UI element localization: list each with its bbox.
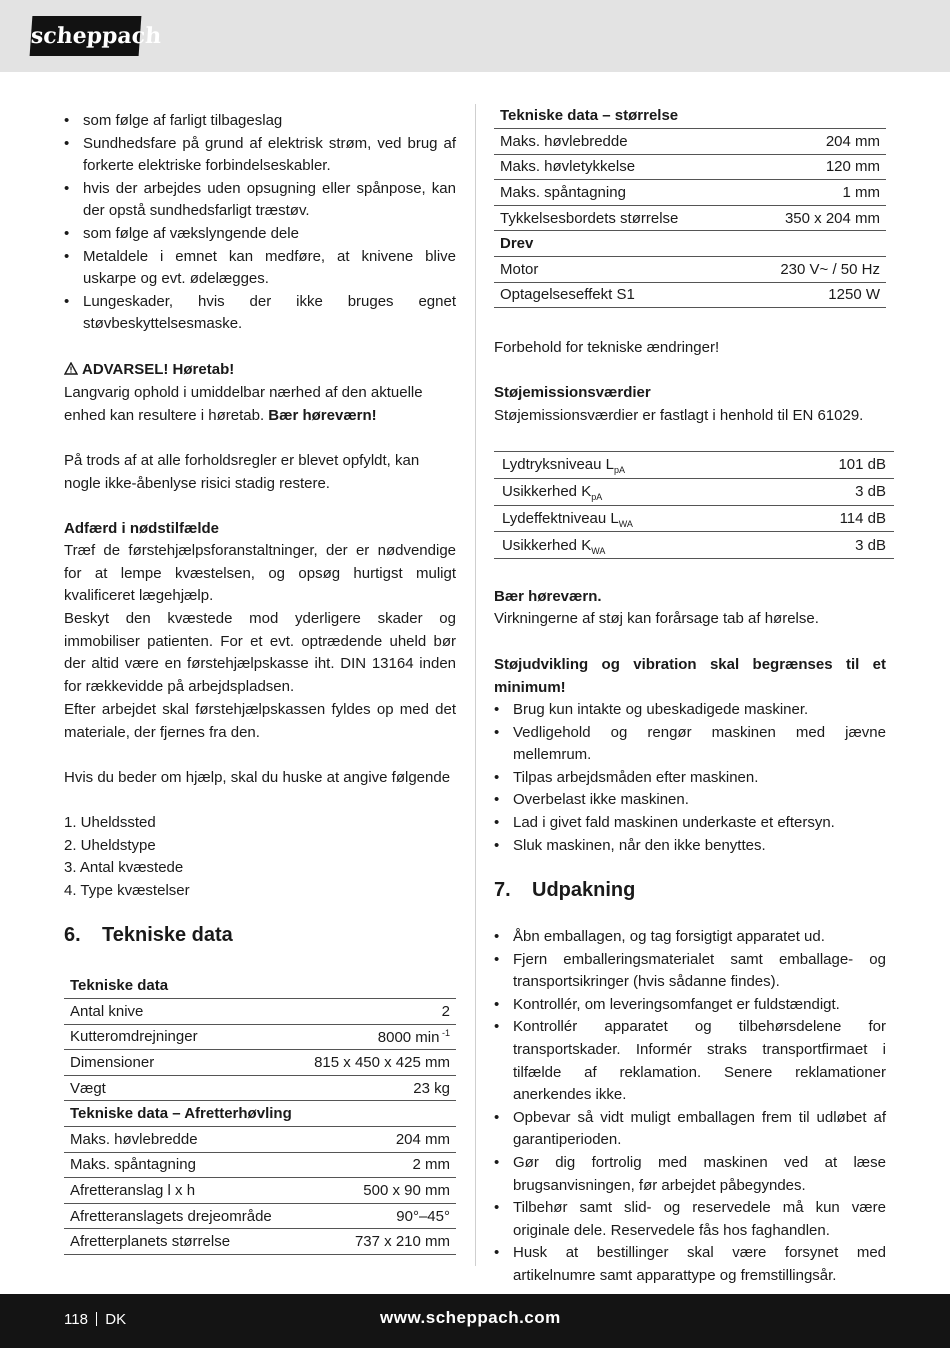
list-item-text: Metaldele i emnet kan medføre, at knivene blive uskarpe og evt. ødelægges. — [83, 247, 456, 288]
row-value: 737 x 210 mm — [304, 1229, 456, 1255]
row-label: Lydeffektniveau $L_{WA}$ — [494, 505, 773, 532]
list-item-text: Tilbehør samt slid- og reservedele må kun være originale dele. Reservedele fås hos faghandlen. — [513, 1199, 886, 1239]
hearing-text: Virkningerne af støj kan forårsage tab af hørelse. — [494, 610, 819, 627]
row-label: Afretterplanets størrelse — [64, 1229, 304, 1255]
bullet-icon: • — [494, 836, 500, 854]
bullet-icon: • — [494, 1199, 500, 1217]
bullet-icon: • — [64, 292, 70, 310]
table-row — [64, 1127, 456, 1153]
list-item — [64, 246, 456, 291]
row-value: 815 x 450 x 425 mm — [304, 1050, 456, 1076]
list-item — [64, 178, 456, 223]
list-item — [494, 835, 886, 858]
row-value: 230 V~ / 50 Hz — [741, 257, 886, 283]
list-item — [494, 1107, 886, 1152]
residual-risk-text: På trods af at alle forholdsregler er blevet opfyldt, kan nogle ikke-åbenlyse risici stadig restere. — [64, 452, 420, 492]
row-label: Usikkerhed $K_{WA}$ — [494, 532, 773, 559]
header-bar — [0, 0, 950, 72]
list-item — [494, 812, 886, 835]
row-value — [304, 973, 456, 999]
table-row — [64, 999, 456, 1025]
help-list-item: 2. Uheldstype — [64, 836, 156, 854]
warning-title: ADVARSEL! Høretab! — [64, 359, 456, 382]
website-url: www.scheppach.com — [380, 1308, 561, 1327]
row-value: 8000 min $^{-1}$ — [304, 1024, 456, 1050]
list-item-text: som følge af farligt tilbageslag — [83, 112, 283, 129]
footer-bar — [0, 1294, 950, 1348]
list-item-text: Kontrollér, om leveringsomfanget er fuldstændigt. — [513, 995, 840, 1013]
list-item-text: Kontrollér apparatet og tilbehørsdelene for transportskader. Informér straks transportfirmaet i tilfælde af reklamation. Senere reklamationer anerkendes ikke. — [513, 1018, 886, 1104]
list-item — [494, 767, 886, 790]
list-item-text: Gør dig fortrolig med maskinen ved at læse brugsanvisningen, før arbejdet påbegyndes. — [513, 1153, 886, 1194]
row-label: Optagelseseffekt S1 — [494, 282, 741, 308]
unpacking-list — [494, 926, 886, 1288]
table-section-header — [64, 1101, 456, 1127]
table-row — [64, 1024, 456, 1050]
row-label: Maks. spåntagning — [64, 1152, 304, 1178]
tech-data-table — [64, 973, 456, 1255]
row-value: 1 mm — [741, 180, 886, 206]
bullet-icon: • — [494, 701, 500, 718]
bullet-icon: • — [494, 1244, 500, 1262]
emergency-paragraph-2: Beskyt den kvæstede mod yderligere skader og immobiliser patienten. For et evt. optrædende uheld bør der altid være en førstehjælpskasse iht. DIN 13164 inden for rækkevidde på arbejdspladsen. — [64, 610, 456, 695]
warning-text: Langvarig ophold i umiddelbar nærhed af den aktuelle enhed kan resultere i høretab. Bær høreværn! — [64, 384, 423, 424]
bullet-icon: • — [494, 791, 500, 809]
vibration-list — [494, 699, 886, 857]
list-item-text: Overbelast ikke maskinen. — [513, 791, 689, 809]
list-item — [494, 722, 886, 767]
reservation-note: Forbehold for tekniske ændringer! — [494, 339, 720, 356]
table-row — [494, 532, 894, 559]
list-item-text: Åbn emballagen, og tag forsigtigt apparatet ud. — [513, 928, 825, 945]
emergency-paragraph-1: Træf de førstehjælpsforanstaltninger, der er nødvendige for at lempe kvæstelsen, og opsøg hurtigst muligt kvalificeret lægehjælp. — [64, 542, 456, 605]
row-label: Antal knive — [64, 999, 304, 1025]
row-label: Tekniske data — [64, 973, 304, 999]
list-item — [494, 789, 886, 812]
row-label: Tykkelsesbordets størrelse — [494, 205, 741, 231]
table-row — [494, 478, 894, 505]
list-item-text: Lad i givet fald maskinen underkaste et eftersyn. — [513, 813, 835, 831]
list-item-text: hvis der arbejdes uden opsugning eller spånpose, kan der opstå sundhedsfarligt træstøv. — [83, 179, 456, 220]
page-number: 118 DK — [64, 1311, 127, 1328]
noise-values-table — [494, 451, 894, 559]
list-item-text: Brug kun intakte og ubeskadigede maskiner. — [513, 701, 809, 718]
row-value: 90°–45° — [304, 1203, 456, 1229]
row-label: Afretteranslagets drejeområde — [64, 1203, 304, 1229]
row-label: Maks. spåntagning — [494, 180, 741, 206]
list-item-text: Lungeskader, hvis der ikke bruges egnet støvbeskyttelsesmaske. — [83, 292, 456, 333]
list-item-text: Fjern emballeringsmaterialet samt emballage- og transportsikringer (hvis sådanne findes). — [513, 950, 886, 991]
row-value: 23 kg — [304, 1075, 456, 1101]
row-value: 2 — [304, 999, 456, 1025]
row-label: Maks. høvlebredde — [494, 129, 741, 155]
row-label: Kutteromdrejninger — [64, 1024, 304, 1050]
bullet-icon: • — [494, 950, 500, 968]
row-label: Vægt — [64, 1075, 304, 1101]
column-divider — [475, 104, 476, 1266]
bullet-icon: • — [494, 1108, 500, 1126]
row-value: 3 dB — [773, 532, 894, 559]
list-item — [494, 926, 886, 949]
list-item — [64, 133, 456, 178]
list-item — [494, 1016, 886, 1106]
section-7-heading: 7. Udpakning — [494, 879, 636, 901]
table-row — [494, 282, 886, 308]
section-6-heading: 6. Tekniske data — [64, 924, 233, 946]
emergency-paragraph-3: Efter arbejdet skal førstehjælpskassen fyldes op med det materiale, der fjernes fra den. — [64, 701, 456, 741]
table-section-header — [64, 973, 456, 999]
row-value — [304, 1101, 456, 1127]
list-item-text: Tilpas arbejdsmåden efter maskinen. — [513, 768, 759, 786]
table-row — [64, 1203, 456, 1229]
list-item — [494, 1242, 886, 1287]
list-item — [494, 949, 886, 994]
row-value: 120 mm — [741, 154, 886, 180]
hearing-title: Bær høreværn. — [494, 588, 602, 605]
table-row — [494, 505, 894, 532]
table-row — [494, 205, 886, 231]
bullet-icon: • — [494, 813, 500, 831]
row-label: Maks. høvlebredde — [64, 1127, 304, 1153]
table-row — [494, 129, 886, 155]
row-label: Maks. høvletykkelse — [494, 154, 741, 180]
help-list — [64, 812, 456, 902]
row-value: 500 x 90 mm — [304, 1178, 456, 1204]
table-row — [64, 1178, 456, 1204]
table-section-header — [494, 231, 886, 257]
bullet-icon: • — [494, 1153, 500, 1171]
vibration-title: Støjudvikling og vibration skal begrænses til et minimum! — [494, 656, 886, 696]
row-label: Lydtryksniveau $L_{pA}$ — [494, 452, 773, 479]
row-label: Drev — [494, 231, 741, 257]
row-value: 1250 W — [741, 282, 886, 308]
list-item — [64, 110, 456, 133]
list-item — [494, 1152, 886, 1197]
row-value: 350 x 204 mm — [741, 205, 886, 231]
list-item — [494, 994, 886, 1017]
bullet-icon: • — [494, 928, 500, 945]
table-row — [494, 452, 894, 479]
row-value: 204 mm — [741, 129, 886, 155]
row-value: 3 dB — [773, 478, 894, 505]
bullet-icon: • — [494, 995, 500, 1013]
list-item — [494, 699, 886, 722]
noise-title: Støjemissionsværdier — [494, 384, 651, 401]
list-item-text: Vedligehold og rengør maskinen med jævne mellemrum. — [513, 723, 886, 764]
bullet-icon: • — [494, 768, 500, 786]
noise-text: Støjemissionsværdier er fastlagt i henhold til EN 61029. — [494, 407, 864, 424]
list-item-text: som følge af vækslyngende dele — [83, 224, 299, 242]
list-item-text: Sundhedsfare på grund af elektrisk strøm, ved brug af forkerte elektriske forbindelseskabler. — [83, 134, 456, 175]
table-row — [64, 1152, 456, 1178]
bullet-icon: • — [64, 247, 70, 265]
bullet-icon: • — [64, 224, 70, 242]
warning-triangle-icon — [64, 362, 78, 375]
tech-data-size-table — [494, 103, 886, 308]
row-label: Afretteranslag l x h — [64, 1178, 304, 1204]
bullet-icon: • — [494, 1018, 500, 1036]
row-label: Motor — [494, 257, 741, 283]
table-row — [494, 154, 886, 180]
list-item — [64, 223, 456, 246]
bullet-icon: • — [64, 179, 70, 197]
help-list-item: 4. Type kvæstelser — [64, 881, 190, 899]
table-row — [494, 180, 886, 206]
warning-emphasis: Bær høreværn! — [268, 406, 377, 424]
bullet-icon: • — [64, 112, 70, 129]
list-item — [64, 291, 456, 336]
bullet-icon: • — [494, 723, 500, 741]
row-label: Tekniske data – Afretterhøvling — [64, 1101, 304, 1127]
list-item — [494, 1197, 886, 1242]
row-value: 2 mm — [304, 1152, 456, 1178]
row-value — [741, 231, 886, 257]
row-value: 101 dB — [773, 452, 894, 479]
row-label: Tekniske data – størrelse — [494, 103, 741, 129]
hazard-list — [64, 110, 456, 336]
table-row — [64, 1229, 456, 1255]
emergency-title: Adfærd i nødstilfælde — [64, 520, 219, 537]
table-row — [64, 1075, 456, 1101]
row-label: Dimensioner — [64, 1050, 304, 1076]
help-list-item: 3. Antal kvæstede — [64, 859, 184, 877]
scheppach-logo: scheppach — [30, 16, 142, 56]
row-value: 114 dB — [773, 505, 894, 532]
list-item-text: Opbevar så vidt muligt emballagen frem til udløbet af garantiperioden. — [513, 1108, 886, 1149]
bullet-icon: • — [64, 134, 70, 152]
table-section-header — [494, 103, 886, 129]
table-row — [494, 257, 886, 283]
row-label: Usikkerhed $K_{pA}$ — [494, 478, 773, 505]
row-value — [741, 103, 886, 129]
table-row — [64, 1050, 456, 1076]
list-item-text: Sluk maskinen, når den ikke benyttes. — [513, 836, 766, 854]
help-list-item: 1. Uheldssted — [64, 814, 156, 831]
help-intro: Hvis du beder om hjælp, skal du huske at angive følgende — [64, 769, 451, 786]
list-item-text: Husk at bestillinger skal være forsynet med artikelnumre samt apparattype og fremstillingsår. — [513, 1244, 886, 1284]
row-value: 204 mm — [304, 1127, 456, 1153]
